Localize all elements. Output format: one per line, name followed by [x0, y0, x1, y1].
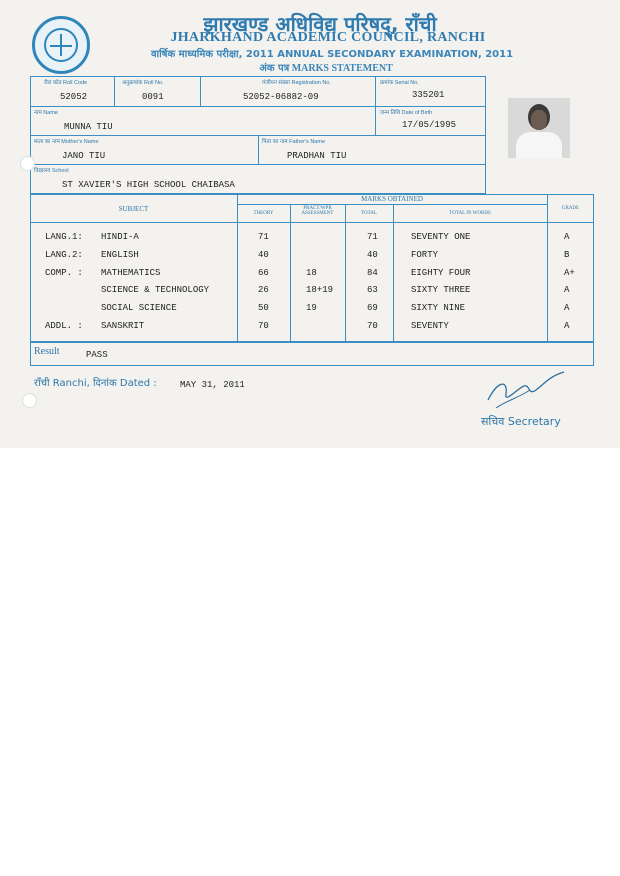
words-header: TOTAL IN WORDS — [449, 211, 491, 216]
exam-title — [0, 46, 620, 60]
row-subject: HINDI-A — [101, 232, 139, 242]
row-total: 84 — [367, 267, 378, 278]
theory-header: THEORY — [253, 211, 274, 216]
row-group: COMP. : — [45, 267, 83, 278]
row-group: LANG.1: — [45, 232, 83, 242]
secretary-signature — [478, 370, 568, 415]
result-box — [30, 342, 594, 366]
row-total: 63 — [367, 285, 378, 296]
statement-title — [0, 60, 620, 74]
title-english: JHARKHAND ACADEMIC COUNCIL, RANCHI — [170, 30, 486, 45]
title-hindi: झारखण्ड अधिविद्य परिषद्, राँची — [203, 12, 437, 36]
practical-header: PRACT/WPR ASSESSMENT — [301, 206, 334, 216]
total-header: TOTAL — [361, 211, 377, 216]
row-grade: A — [564, 285, 570, 296]
roll-code-value: 52052 — [60, 92, 88, 102]
row-subject: SCIENCE & TECHNOLOGY — [101, 285, 210, 296]
father-name-label: पिता का नाम Father's Name — [262, 139, 326, 145]
exam-english: ANNUAL SECONDARY EXAMINATION, 2011 — [277, 49, 514, 60]
row-practical: 18+19 — [306, 285, 334, 296]
subject-header: SUBJECT — [118, 205, 149, 213]
serial-value: 335201 — [412, 90, 445, 100]
punch-hole — [20, 156, 35, 171]
row-theory: 66 — [258, 267, 269, 278]
row-practical: 19 — [306, 303, 317, 314]
row-words: FORTY — [411, 249, 439, 260]
row-grade: A — [564, 232, 570, 242]
exam-hindi: वार्षिक माध्यमिक परीक्षा, 2011 — [150, 49, 274, 60]
row-theory: 26 — [258, 285, 269, 296]
student-photo — [508, 98, 570, 158]
mother-name-value: JANO TIU — [62, 151, 106, 161]
dob-label: जन्म तिथि Date of Birth — [380, 110, 433, 116]
row-words: SEVENTY ONE — [411, 232, 471, 242]
statement-hindi: अंक पत्र — [259, 63, 290, 74]
grade-header: GRADE — [561, 206, 580, 211]
row-words: SEVENTY — [411, 321, 449, 331]
marks-obtained-header: MARKS OBTAINED — [361, 195, 423, 203]
row-group: LANG.2: — [45, 249, 83, 260]
registration-label: पंजीयन संख्या Registration No. — [262, 80, 331, 86]
row-theory: 71 — [258, 232, 269, 242]
dob-value: 17/05/1995 — [402, 120, 457, 130]
row-practical: 18 — [306, 267, 317, 278]
row-words: EIGHTY FOUR — [411, 267, 471, 278]
school-label: विद्यालय School — [34, 168, 69, 174]
roll-no-value: 0091 — [142, 92, 164, 102]
serial-label: क्रमांक Serial No. — [380, 80, 419, 86]
row-group: ADDL. : — [45, 321, 83, 331]
row-subject: SANSKRIT — [101, 321, 145, 331]
row-words: SIXTY NINE — [411, 303, 466, 314]
row-total: 69 — [367, 303, 378, 314]
row-subject: ENGLISH — [101, 249, 139, 260]
mother-name-label: माता का नाम Mother's Name — [34, 139, 99, 145]
row-grade: B — [564, 249, 570, 260]
row-subject: MATHEMATICS — [101, 267, 161, 278]
row-total: 70 — [367, 321, 378, 331]
statement-english: MARKS STATEMENT — [291, 63, 393, 74]
roll-no-label: अनुक्रमांक Roll No. — [122, 80, 164, 86]
roll-code-label: रौल कोड Roll Code — [44, 80, 88, 86]
row-theory: 50 — [258, 303, 269, 314]
row-subject: SOCIAL SCIENCE — [101, 303, 177, 314]
row-grade: A — [564, 321, 570, 331]
result-label: Result — [34, 346, 60, 357]
row-theory: 40 — [258, 249, 269, 260]
school-value: ST XAVIER'S HIGH SCHOOL CHAIBASA — [62, 180, 235, 190]
registration-value: 52052-06882-09 — [243, 92, 319, 102]
punch-hole — [22, 393, 37, 408]
row-total: 40 — [367, 249, 378, 260]
secretary-label: सचिव Secretary — [481, 415, 561, 428]
date-label: राँची Ranchi, दिनांक Dated : — [34, 378, 157, 389]
row-grade: A+ — [564, 267, 575, 278]
name-label: नाम Name — [34, 110, 58, 116]
row-theory: 70 — [258, 321, 269, 331]
date-value: MAY 31, 2011 — [180, 380, 245, 390]
row-words: SIXTY THREE — [411, 285, 471, 296]
result-value: PASS — [86, 350, 108, 360]
row-total: 71 — [367, 232, 378, 242]
father-name-value: PRADHAN TIU — [287, 151, 347, 161]
row-grade: A — [564, 303, 570, 314]
name-value: MUNNA TIU — [64, 122, 113, 132]
